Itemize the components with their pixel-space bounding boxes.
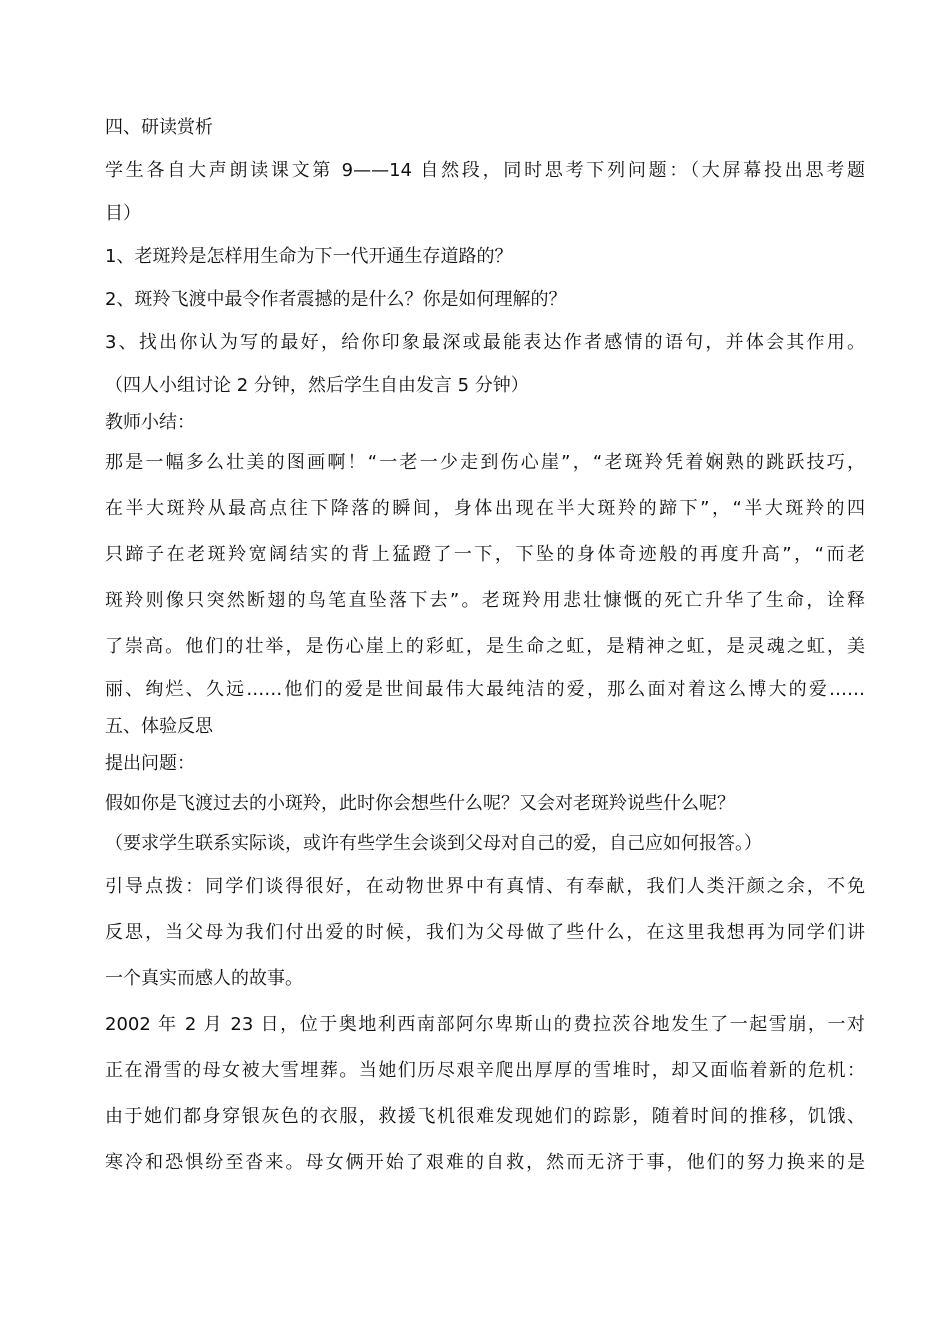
paragraph-line: 目） <box>105 203 141 224</box>
discussion-note: （四人小组讨论 2 分钟，然后学生自由发言 5 分钟） <box>105 375 529 396</box>
question-2: 2、斑羚飞渡中最令作者震撼的是什么？你是如何理解的？ <box>105 289 567 310</box>
teacher-summary-label: 教师小结： <box>105 412 195 433</box>
paragraph-line: 斑羚则像只突然断翅的鸟笔直坠落下去”。老斑羚用悲壮慷慨的死亡升华了生命，诠释 <box>105 590 865 611</box>
paragraph-line: 丽、绚烂、久远……他们的爱是世间最伟大最纯洁的爱，那么面对着这么博大的爱…… <box>105 679 865 700</box>
paragraph-line: 反思，当父母为我们付出爱的时候，我们为父母做了些什么，在这里我想再为同学们讲 <box>105 922 865 943</box>
paragraph-line: 正在滑雪的母女被大雪埋葬。当她们历尽艰辛爬出厚厚的雪堆时，却又面临着新的危机： <box>105 1060 865 1081</box>
paragraph-line: 一个真实而感人的故事。 <box>105 968 303 989</box>
paragraph-line: 假如你是飞渡过去的小斑羚，此时你会想些什么呢？又会对老斑羚说些什么呢？ <box>105 793 735 814</box>
paragraph-line: （要求学生联系实际谈，或许有些学生会谈到父母对自己的爱，自己应如何报答。） <box>105 833 762 854</box>
question-3: 3、找出你认为写的最好，给你印象最深或最能表达作者感情的语句，并体会其作用。 <box>105 332 865 353</box>
paragraph-line: 引导点拨：同学们谈得很好，在动物世界中有真情、有奉献，我们人类汗颜之余，不免 <box>105 876 865 897</box>
paragraph-line: 学生各自大声朗读课文第 9——14 自然段，同时思考下列问题：（大屏幕投出思考题 <box>105 160 865 181</box>
paragraph-line: 那是一幅多么壮美的图画啊！“一老一少走到伤心崖”，“老斑羚凭着娴熟的跳跃技巧， <box>105 452 865 473</box>
paragraph-line: 寒冷和恐惧纷至沓来。母女俩开始了艰难的自救，然而无济于事，他们的努力换来的是 <box>105 1152 865 1173</box>
paragraph-line: 只蹄子在老斑羚宽阔结实的背上猛蹬了一下，下坠的身体奇迹般的再度升高”，“而老 <box>105 544 865 565</box>
paragraph-line: 在半大斑羚从最高点往下降落的瞬间，身体出现在半大斑羚的蹄下”，“半大斑羚的四 <box>105 498 865 519</box>
paragraph-line: 由于她们都身穿银灰色的衣服，救援飞机很难发现她们的踪影，随着时间的推移，饥饿、 <box>105 1106 865 1127</box>
section-heading-research: 四、研读赏析 <box>105 117 213 138</box>
document-page <box>105 108 865 1186</box>
question-1: 1、老斑羚是怎样用生命为下一代开通生存道路的？ <box>105 246 513 267</box>
raise-question-label: 提出问题： <box>105 753 195 774</box>
paragraph-line: 2002 年 2 月 23 日，位于奥地利西南部阿尔卑斯山的费拉茨谷地发生了一起雪崩，一对 <box>105 1014 865 1035</box>
paragraph-line: 了崇高。他们的壮举，是伤心崖上的彩虹，是生命之虹，是精神之虹，是灵魂之虹，美 <box>105 636 865 657</box>
section-heading-reflection: 五、体验反思 <box>105 716 213 737</box>
